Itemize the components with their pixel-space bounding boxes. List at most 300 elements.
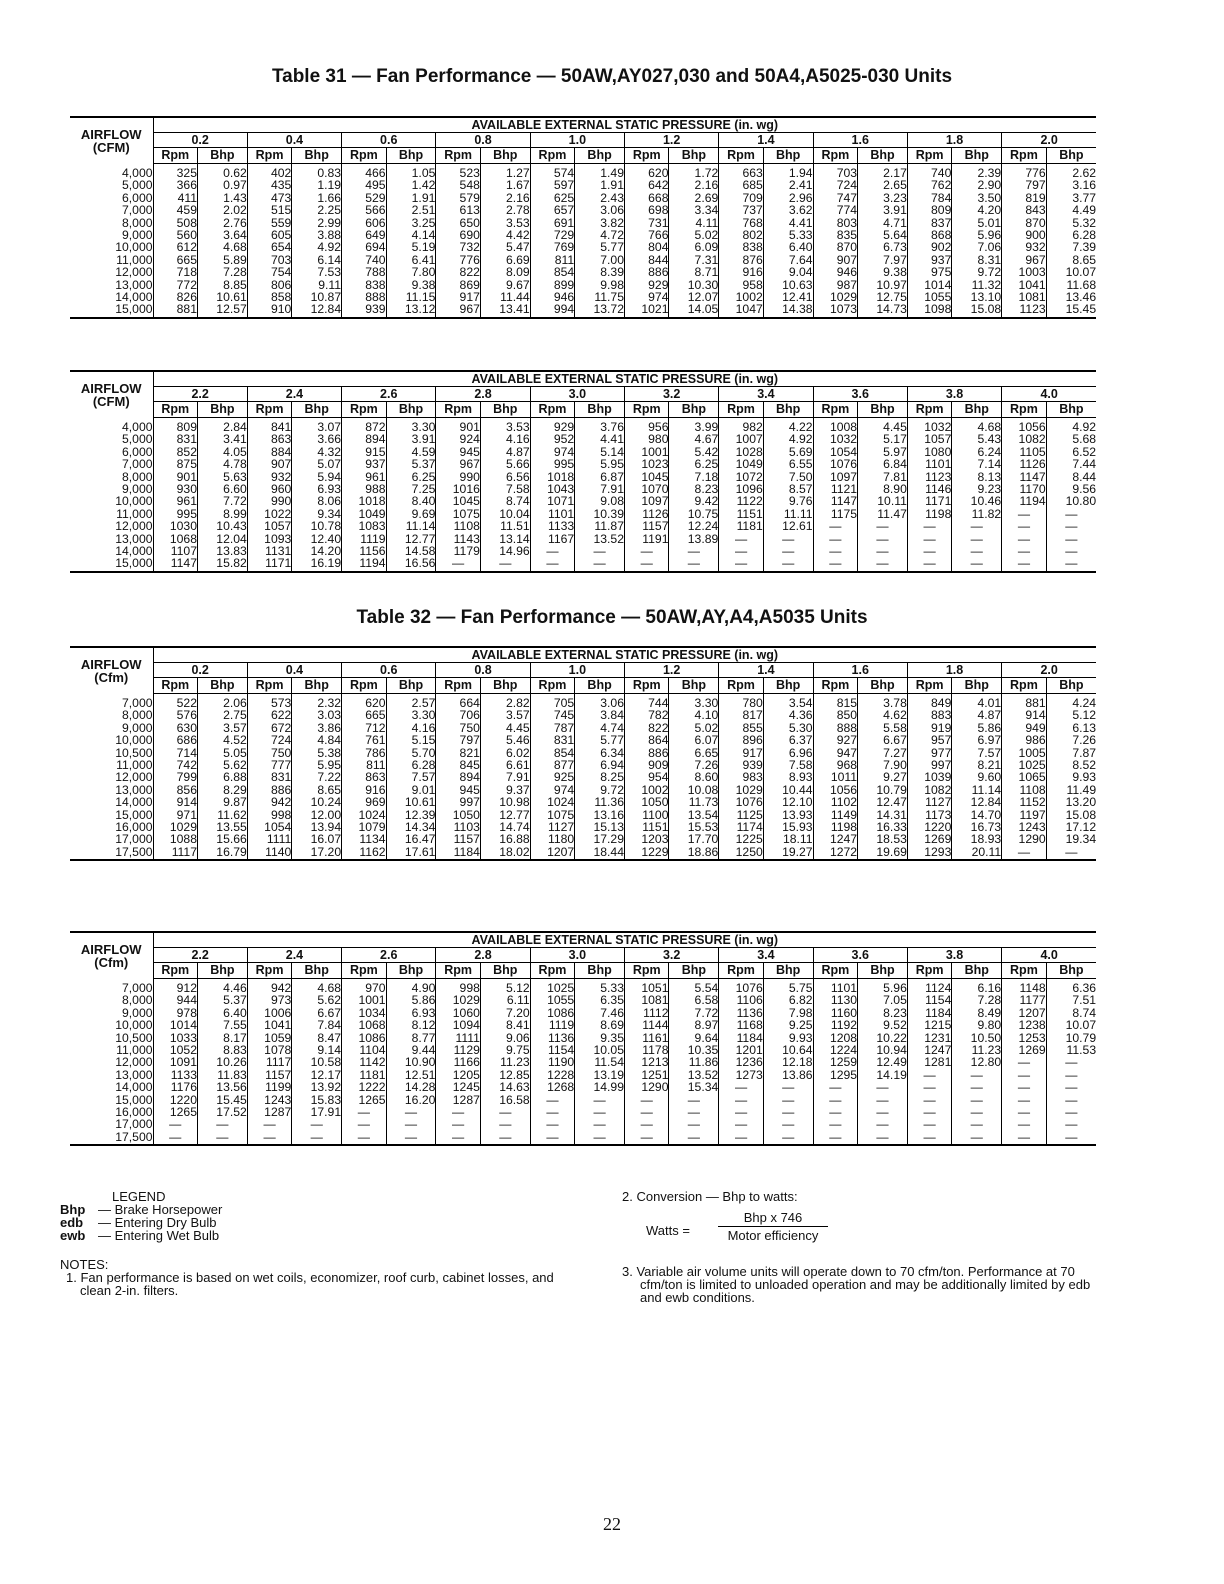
rpm-cell: 706 (436, 709, 481, 721)
rpm-cell: 924 (436, 433, 481, 445)
bhp-cell: 3.91 (858, 204, 908, 216)
bhp-cell: 8.44 (1046, 471, 1096, 483)
bhp-cell: 7.39 (1046, 241, 1096, 253)
rpm-cell: 838 (719, 241, 764, 253)
rpm-cell: 698 (624, 204, 669, 216)
bhp-header: Bhp (292, 963, 342, 979)
rpm-cell: 900 (1002, 229, 1047, 241)
bhp-cell: — (386, 1106, 436, 1118)
rpm-cell: 1290 (1002, 833, 1047, 845)
rpm-cell: 1082 (1002, 433, 1047, 445)
airflow-cell: 10,500 (70, 747, 153, 759)
bhp-cell: 8.41 (480, 1019, 530, 1031)
airflow-cell: 6,000 (70, 192, 153, 204)
rpm-cell: 522 (176, 696, 197, 710)
bhp-cell: 16.79 (198, 846, 248, 860)
rpm-cell: — (436, 1131, 481, 1145)
rpm-cell: 1083 (342, 520, 387, 532)
bhp-cell: — (763, 1106, 813, 1118)
bhp-cell: 2.16 (669, 179, 719, 191)
rpm-cell: 1016 (436, 483, 481, 495)
bhp-cell: 3.53 (480, 217, 530, 229)
bhp-cell: 5.19 (386, 241, 436, 253)
bhp-cell: 19.69 (858, 846, 908, 860)
table-row (70, 734, 1096, 746)
bhp-cell: 9.11 (292, 279, 342, 291)
rpm-cell: 1054 (813, 446, 858, 458)
bhp-cell: 5.12 (1046, 709, 1096, 721)
rpm-cell: 473 (247, 192, 292, 204)
bhp-cell: 3.54 (763, 694, 813, 710)
airflow-cell: 11,000 (70, 254, 153, 266)
bhp-cell: 15.53 (669, 821, 719, 833)
pressure-column-header: 0.2 (153, 133, 247, 148)
rpm-header: Rpm (436, 148, 481, 164)
bhp-cell: 3.41 (198, 433, 248, 445)
rpm-cell: 1194 (342, 557, 387, 571)
rpm-cell: 745 (530, 709, 575, 721)
bhp-cell: 16.47 (386, 833, 436, 845)
bhp-cell: — (1046, 1118, 1096, 1130)
bhp-cell: — (1046, 846, 1096, 860)
table-row (70, 204, 1096, 216)
bhp-cell: 18.53 (858, 833, 908, 845)
rpm-cell: 597 (530, 179, 575, 191)
bhp-cell: 16.73 (952, 821, 1002, 833)
rpm-cell: 1107 (170, 544, 197, 559)
rpm-cell: 1149 (813, 809, 858, 821)
bhp-cell: 9.35 (575, 1032, 625, 1044)
bhp-cell: 14.96 (480, 545, 530, 557)
rpm-cell: 843 (1002, 204, 1047, 216)
rpm-cell: 970 (342, 979, 387, 995)
rpm-cell: 1269 (907, 833, 952, 845)
rpm-cell: 1001 (342, 994, 387, 1006)
rpm-cell: 945 (436, 784, 481, 796)
bhp-cell: 10.30 (669, 279, 719, 291)
rpm-cell: 664 (436, 694, 481, 710)
rpm-cell: 806 (247, 279, 292, 291)
rpm-cell: 973 (247, 994, 292, 1006)
bhp-cell: 7.87 (1046, 747, 1096, 759)
rpm-cell: 826 (176, 290, 197, 305)
bhp-cell: — (763, 533, 813, 545)
bhp-cell: 5.95 (575, 458, 625, 470)
bhp-cell: 7.14 (952, 458, 1002, 470)
legend-abbr: ewb (60, 1228, 86, 1243)
bhp-cell: 11.68 (1046, 279, 1096, 291)
bhp-cell: 5.89 (198, 254, 248, 266)
bhp-cell: 16.33 (858, 821, 908, 833)
bhp-cell: 3.57 (198, 722, 248, 734)
airflow-cell: 10,000 (70, 1019, 153, 1031)
rpm-cell: 809 (907, 204, 952, 216)
rpm-cell: — (1002, 545, 1047, 557)
rpm-cell: 1101 (530, 508, 575, 520)
rpm-cell: 998 (436, 979, 481, 995)
bhp-cell: 10.79 (858, 784, 908, 796)
rpm-cell: 831 (530, 734, 575, 746)
bhp-cell: 6.25 (386, 471, 436, 483)
bhp-cell: 15.13 (575, 821, 625, 833)
rpm-header: Rpm (247, 678, 292, 694)
rpm-cell: 1117 (171, 844, 197, 859)
notes (60, 1258, 560, 1297)
pressure-column-header: 2.0 (1002, 133, 1096, 148)
rpm-cell: 1236 (719, 1056, 764, 1068)
bhp-cell: — (480, 1106, 530, 1118)
rpm-cell: 937 (907, 254, 952, 266)
bhp-cell: 14.74 (480, 821, 530, 833)
bhp-cell: 8.13 (952, 471, 1002, 483)
bhp-cell: 8.52 (1046, 759, 1096, 771)
bhp-cell: 1.94 (763, 164, 813, 180)
rpm-cell: 927 (813, 734, 858, 746)
rpm-cell: 1071 (530, 495, 575, 507)
bhp-cell: 8.74 (1046, 1007, 1096, 1019)
bhp-header: Bhp (575, 678, 625, 694)
rpm-cell: 1047 (719, 303, 764, 317)
bhp-cell: 6.93 (292, 483, 342, 495)
rpm-cell: 709 (719, 192, 764, 204)
rpm-cell: 1281 (907, 1056, 952, 1068)
rpm-cell: 1243 (247, 1094, 292, 1106)
rpm-cell: 630 (176, 720, 197, 735)
rpm-cell: 1098 (907, 303, 952, 317)
rpm-cell: — (530, 1094, 575, 1106)
bhp-cell: 15.82 (198, 557, 248, 571)
rpm-cell: — (1002, 1081, 1047, 1093)
rpm-cell: 724 (247, 734, 292, 746)
airflow-cell: 14,000 (70, 1081, 153, 1093)
bhp-cell: 12.04 (198, 533, 248, 545)
rpm-cell: 954 (624, 771, 669, 783)
bhp-header: Bhp (386, 148, 436, 164)
rpm-cell: 620 (342, 694, 387, 710)
rpm-cell: 788 (342, 266, 387, 278)
bhp-cell: 4.78 (198, 458, 248, 470)
bhp-cell: 12.41 (763, 291, 813, 303)
rpm-cell: — (813, 1094, 858, 1106)
rpm-cell: 1117 (247, 1056, 292, 1068)
rpm-cell: 1119 (530, 1019, 575, 1031)
table-32-title: Table 32 — Fan Performance — 50AW,AY,A4,A5035 Units (356, 607, 868, 628)
bhp-header: Bhp (292, 678, 342, 694)
rpm-cell: 1180 (530, 833, 575, 845)
rpm-cell: 854 (530, 747, 575, 759)
bhp-cell: 10.64 (763, 1044, 813, 1056)
bhp-cell: 4.92 (763, 433, 813, 445)
rpm-cell: 946 (530, 291, 575, 303)
rpm-cell: 974 (624, 291, 669, 303)
airflow-cell: 11,000 (70, 1044, 153, 1056)
bhp-cell: 4.16 (386, 722, 436, 734)
rpm-cell: 1134 (342, 833, 387, 845)
bhp-cell: 3.07 (292, 418, 342, 434)
bhp-cell: 6.36 (1046, 979, 1096, 995)
bhp-cell: — (858, 1081, 908, 1093)
airflow-cell: 13,000 (70, 1069, 153, 1081)
rpm-cell: 881 (1002, 694, 1047, 710)
rpm-cell: 869 (436, 279, 481, 291)
bhp-cell: 4.92 (292, 241, 342, 253)
rpm-header: Rpm (813, 963, 858, 979)
bhp-cell: 5.30 (763, 722, 813, 734)
rpm-cell: 1184 (719, 1032, 764, 1044)
rpm-cell: 1081 (624, 994, 669, 1006)
table-31-part-2 (70, 370, 1096, 573)
bhp-header: Bhp (669, 963, 719, 979)
airflow-column-header (70, 117, 153, 164)
table-row (70, 709, 1096, 721)
bhp-cell: 14.99 (575, 1081, 625, 1093)
bhp-cell: 18.02 (480, 846, 530, 860)
pressure-column-header: 0.6 (342, 133, 436, 148)
rpm-cell: 1029 (813, 291, 858, 303)
pressure-column-header: 2.2 (153, 387, 247, 402)
rpm-cell: 868 (907, 229, 952, 241)
pressure-column-header: 4.0 (1002, 387, 1096, 402)
rpm-cell: 1111 (436, 1032, 481, 1044)
bhp-cell: 9.76 (763, 495, 813, 507)
rpm-cell: 929 (530, 418, 575, 434)
bhp-cell: 10.80 (1046, 495, 1096, 507)
bhp-cell: 11.23 (480, 1056, 530, 1068)
rpm-cell: 1245 (436, 1081, 481, 1093)
rpm-cell: 560 (176, 228, 197, 243)
bhp-cell: 10.97 (858, 279, 908, 291)
rpm-cell: 837 (907, 217, 952, 229)
pressure-column-header: 1.8 (907, 133, 1001, 148)
fan-performance-table (70, 646, 1096, 861)
bhp-cell: — (292, 1118, 342, 1130)
rpm-cell: 1151 (719, 508, 764, 520)
bhp-cell: 9.64 (669, 1032, 719, 1044)
rpm-cell: 1025 (1002, 759, 1047, 771)
bhp-cell: 11.14 (386, 520, 436, 532)
notes-title: NOTES: (60, 1257, 109, 1272)
bhp-cell: 8.12 (386, 1019, 436, 1031)
rpm-cell: 1123 (907, 471, 952, 483)
bhp-cell: 3.91 (386, 433, 436, 445)
bhp-cell: 3.76 (575, 418, 625, 434)
rpm-header: Rpm (1002, 148, 1047, 164)
bhp-cell: 4.87 (480, 446, 530, 458)
rpm-cell: 819 (1002, 192, 1047, 204)
bhp-cell: 4.67 (669, 433, 719, 445)
rpm-cell: 744 (624, 694, 669, 710)
rpm-cell: 872 (342, 418, 387, 434)
bhp-cell: 13.10 (952, 291, 1002, 303)
bhp-header: Bhp (952, 678, 1002, 694)
rpm-cell: 768 (719, 217, 764, 229)
bhp-cell: 6.88 (198, 771, 248, 783)
bhp-cell: 5.68 (1046, 433, 1096, 445)
bhp-cell: 5.96 (858, 979, 908, 995)
bhp-cell: — (858, 533, 908, 545)
rpm-cell: 1250 (719, 846, 764, 860)
bhp-cell: 4.45 (480, 722, 530, 734)
pressure-column-header: 2.6 (342, 948, 436, 963)
bhp-cell: 5.75 (763, 979, 813, 995)
rpm-header: Rpm (342, 148, 387, 164)
bhp-cell: — (763, 1081, 813, 1093)
rpm-cell: 1152 (1002, 796, 1047, 808)
bhp-cell: 10.44 (763, 784, 813, 796)
pressure-column-header: 0.4 (247, 133, 341, 148)
rpm-cell: 1133 (530, 520, 575, 532)
rpm-cell: 566 (342, 204, 387, 216)
rpm-cell: 786 (342, 747, 387, 759)
rpm-cell: 915 (342, 446, 387, 458)
rpm-cell: 835 (813, 229, 858, 241)
pressure-column-header: 2.0 (1002, 663, 1096, 678)
bhp-cell: 2.84 (198, 418, 248, 434)
rpm-cell: 1065 (1002, 771, 1047, 783)
bhp-cell: 10.05 (575, 1044, 625, 1056)
bhp-cell: 15.66 (198, 833, 248, 845)
rpm-cell: — (907, 1131, 952, 1145)
rpm-cell: — (719, 1118, 764, 1130)
rpm-header: Rpm (719, 402, 764, 418)
bhp-header: Bhp (1046, 148, 1096, 164)
airflow-cell: 17,000 (70, 833, 153, 845)
bhp-cell: — (952, 545, 1002, 557)
bhp-cell: 6.56 (480, 471, 530, 483)
bhp-cell: — (480, 557, 530, 571)
bhp-cell: 10.46 (952, 495, 1002, 507)
bhp-cell: 9.38 (858, 266, 908, 278)
rpm-cell: 910 (247, 303, 292, 317)
rpm-cell: 822 (436, 266, 481, 278)
rpm-cell: — (813, 533, 858, 545)
pressure-column-header: 3.6 (813, 387, 907, 402)
rpm-header: Rpm (624, 963, 669, 979)
rpm-cell: 780 (719, 694, 764, 710)
rpm-cell: 1033 (169, 1030, 197, 1045)
rpm-cell: 1167 (530, 533, 575, 545)
rpm-header: Rpm (907, 678, 952, 694)
bhp-header: Bhp (763, 402, 813, 418)
pressure-column-header: 1.4 (719, 133, 813, 148)
legend-abbr: Bhp (60, 1202, 86, 1217)
bhp-cell: — (669, 1131, 719, 1145)
bhp-cell: 8.39 (575, 266, 625, 278)
rpm-cell: 799 (176, 770, 197, 785)
rpm-cell: 523 (436, 164, 481, 180)
bhp-cell: 6.73 (858, 241, 908, 253)
airflow-cell: 8,000 (70, 709, 153, 721)
bhp-cell: 10.11 (858, 495, 908, 507)
pressure-column-header: 3.8 (907, 387, 1001, 402)
bhp-cell: 1.27 (480, 164, 530, 180)
rpm-cell: 1198 (907, 508, 952, 520)
bhp-cell: 2.69 (669, 192, 719, 204)
rpm-cell: 325 (176, 166, 197, 180)
bhp-cell: 2.39 (952, 164, 1002, 180)
rpm-cell: — (342, 1106, 387, 1118)
rpm-cell: 665 (176, 252, 197, 267)
rpm-header: Rpm (436, 678, 481, 694)
bhp-cell: 6.55 (763, 458, 813, 470)
bhp-cell: — (952, 1069, 1002, 1081)
rpm-cell: 1136 (530, 1032, 575, 1044)
bhp-cell: 0.97 (198, 179, 248, 191)
table-row (70, 796, 1096, 808)
bhp-cell: 12.84 (292, 303, 342, 317)
rpm-cell: — (436, 1106, 481, 1118)
bhp-cell: 12.40 (292, 533, 342, 545)
bhp-cell: 5.95 (292, 759, 342, 771)
rpm-cell: 1003 (1002, 266, 1047, 278)
bhp-header: Bhp (858, 148, 908, 164)
table-row (70, 1131, 1096, 1145)
rpm-cell: 1140 (247, 846, 292, 860)
bhp-cell: 14.20 (292, 545, 342, 557)
bhp-header: Bhp (763, 148, 813, 164)
rpm-cell: 988 (342, 483, 387, 495)
bhp-header: Bhp (480, 963, 530, 979)
rpm-cell: 1126 (1002, 458, 1047, 470)
rpm-cell: 1051 (624, 979, 669, 995)
rpm-cell: 466 (342, 164, 387, 180)
rpm-cell: 1032 (813, 433, 858, 445)
rpm-cell: — (169, 1129, 182, 1144)
bhp-cell: 3.99 (669, 418, 719, 434)
rpm-cell: 724 (813, 179, 858, 191)
bhp-cell: 9.72 (952, 266, 1002, 278)
rpm-cell: — (624, 1106, 669, 1118)
rpm-cell: 402 (247, 164, 292, 180)
rpm-cell: 982 (719, 418, 764, 434)
rpm-cell: 925 (530, 771, 575, 783)
rpm-cell: — (813, 557, 858, 571)
rpm-cell: 1146 (907, 483, 952, 495)
bhp-cell: 10.07 (1046, 1019, 1096, 1031)
rpm-cell: 974 (530, 446, 575, 458)
bhp-cell: 6.24 (952, 446, 1002, 458)
bhp-cell: 10.04 (480, 508, 530, 520)
rpm-cell: 961 (342, 471, 387, 483)
bhp-cell: 8.60 (669, 771, 719, 783)
pressure-column-header: 2.6 (342, 387, 436, 402)
rpm-cell: 703 (813, 164, 858, 180)
rpm-cell: 809 (176, 420, 197, 434)
bhp-cell: 13.89 (669, 533, 719, 545)
rpm-cell: 1147 (170, 556, 197, 571)
bhp-cell: 4.74 (575, 722, 625, 734)
bhp-cell: 1.66 (292, 192, 342, 204)
bhp-cell: 8.83 (198, 1044, 248, 1056)
rpm-cell: 876 (719, 254, 764, 266)
rpm-cell: 750 (436, 722, 481, 734)
formula-denominator: Motor efficiency (727, 1228, 819, 1243)
bhp-cell: 11.82 (952, 508, 1002, 520)
table-row (70, 495, 1096, 507)
bhp-cell: 6.87 (575, 471, 625, 483)
bhp-cell: 3.57 (480, 709, 530, 721)
bhp-cell: 14.19 (858, 1069, 908, 1081)
rpm-cell: 649 (342, 229, 387, 241)
rpm-cell: 1081 (1002, 291, 1047, 303)
bhp-cell: 7.81 (858, 471, 908, 483)
bhp-cell: 6.84 (858, 458, 908, 470)
airflow-cell: 12,000 (70, 771, 153, 783)
bhp-cell: 11.14 (952, 784, 1002, 796)
bhp-cell: 2.82 (480, 694, 530, 710)
rpm-cell: 573 (247, 694, 292, 710)
rpm-cell: 961 (176, 494, 197, 509)
